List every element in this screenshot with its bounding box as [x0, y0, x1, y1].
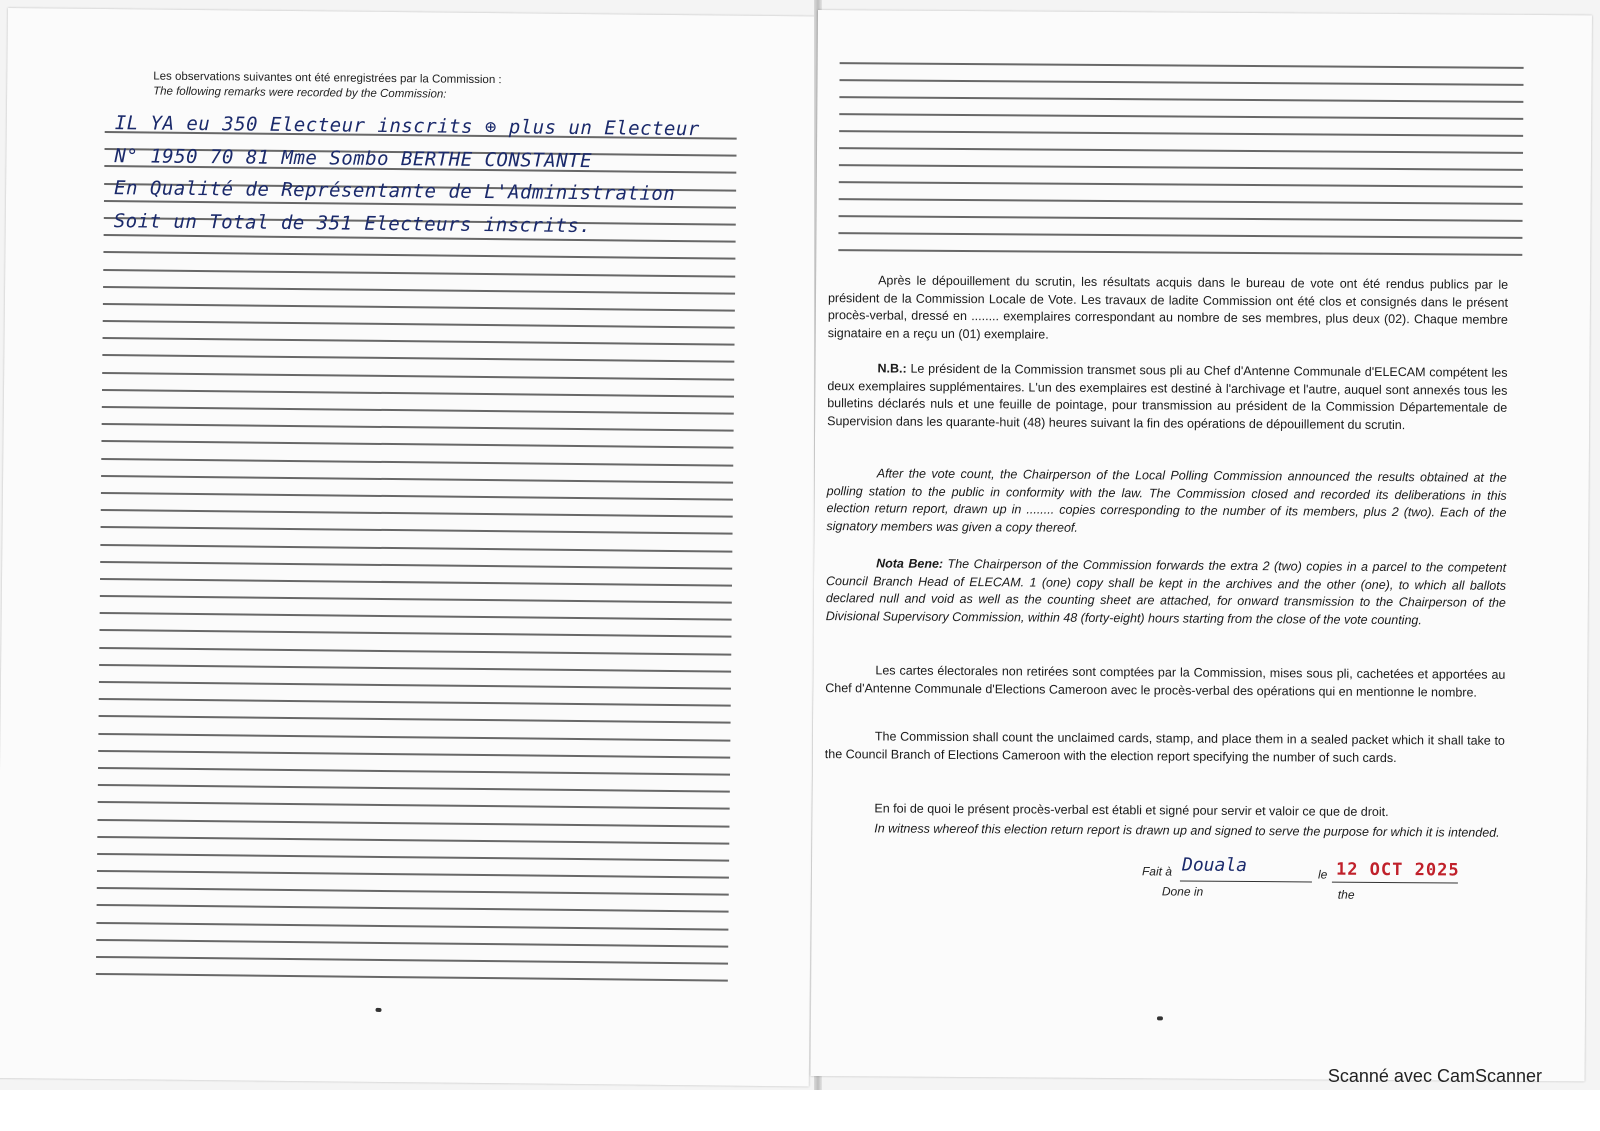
ruled-line [98, 784, 730, 793]
scan-speck [376, 1008, 382, 1012]
closing-paragraph-fr: Après le dépouillement du scrutin, les résultats acquis dans le bureau de vote ont été rendus publics par le président de la Commission Locale de Vote. Les travaux de ladite Commission ont été clos et consignés dans le présent procès-verbal, dressé en ........ exemplaires correspondant au nombre de ses membres, plus deux (02). Chaque membre signataire en a reçu un (01) exemplaire. [827, 273, 1509, 342]
ruled-line [101, 509, 733, 518]
ruled-line [96, 922, 728, 931]
ruled-line [98, 801, 730, 810]
le-label: le [1317, 867, 1328, 882]
camscanner-watermark: Scanné avec CamScanner [1327, 1066, 1542, 1086]
ruled-line [97, 853, 729, 862]
ruled-line [99, 681, 731, 690]
fait-a-label: Fait à [1141, 864, 1173, 879]
ruled-line [100, 578, 732, 587]
ruled-line [99, 698, 731, 707]
done-in-label: Done in [1161, 884, 1204, 899]
nota-bene-text: The Chairperson of the Commission forwards the extra 2 (two) copies in a parcel to the competent Council Branch Head of ELECAM. 1 (one) copy shall be kept in the archives and the other (one), to which all ballots declared null and void as well as the counting sheet are attached, for onward transmission to the Chairperson of the Divisional Supervisory Commission, within 48 (forty-eight) hours starting from the close of the vote counting. [825, 556, 1507, 628]
handwritten-line: Soit un Total de 351 Electeurs inscrits. [113, 209, 592, 237]
ruled-line [838, 249, 1522, 256]
nota-bene-label: Nota Bene: [876, 556, 944, 571]
ruled-line [102, 389, 734, 398]
ruled-lines-right [838, 62, 1523, 271]
ruled-line [103, 320, 735, 329]
place-handwritten: Douala [1181, 854, 1248, 877]
ruled-line [839, 96, 1523, 103]
ruled-line [839, 130, 1523, 137]
ruled-line [100, 595, 732, 604]
ruled-line [100, 612, 732, 621]
ruled-line [102, 372, 734, 381]
ruled-line [98, 733, 730, 742]
remarks-heading [153, 70, 502, 104]
ruled-line [97, 870, 729, 879]
ruled-line [103, 303, 735, 312]
ruled-line [99, 629, 731, 638]
ruled-line [103, 337, 735, 346]
nota-bene-paragraph-en [826, 555, 1506, 630]
ruled-line [839, 181, 1523, 188]
closing-paragraph-en: After the vote count, the Chairperson of the Local Polling Commission announced the results obtained at the polling station to the public in conformity with the law. The Commission closed and recorded its deliberations in this election return report, drawn up in ........ copies corresponding to the number of its members, plus 2 (two). Each of the signatory members was given a copy thereof. [826, 466, 1507, 535]
remarks-heading-fr: Les observations suivantes ont été enregistrées par la Commission : [153, 70, 502, 87]
ruled-line [101, 475, 733, 484]
nb-text: Le président de la Commission transmet sous pli au Chef d'Antenne Communale d'ELECAM compétent les deux exemplaires supplémentaires. L'un des exemplaires est destiné à l'archivage et l'autre, auquel sont annexés tous les bulletins déclarés nuls et une feuille de pointage, pour transmission au président de la Commission Départementale de Supervision dans les quarante-huit (48) heures suivant la fin des opérations de dépouillement du scrutin. [827, 361, 1508, 432]
witness-paragraph-en: In witness whereof this election return report is drawn up and signed to serve the purpose for which it is intended. [874, 821, 1500, 840]
ruled-line [102, 354, 734, 363]
ruled-line [96, 956, 728, 965]
ruled-line [839, 215, 1523, 222]
nb-label: N.B.: [877, 361, 907, 376]
handwritten-line: IL YA eu 350 Electeur inscrits ⊕ plus un Electeur [114, 112, 700, 141]
handwritten-remarks [114, 107, 755, 244]
ruled-line [839, 164, 1523, 171]
handwritten-line: N° 1950 70 81 Mme Sombo BERTHE CONSTANTE [114, 144, 593, 172]
date-stamp: 12 OCT 2025 [1335, 859, 1460, 881]
ruled-line [103, 286, 735, 295]
left-page [0, 8, 820, 1086]
handwritten-line: En Qualité de Représentante de L'Administration [114, 177, 676, 205]
ruled-line [103, 269, 735, 278]
ruled-line [838, 232, 1522, 239]
ruled-line [839, 147, 1523, 154]
ruled-line [103, 251, 735, 260]
witness-paragraph-fr: En foi de quoi le présent procès-verbal est établi et signé pour servir et valoir ce que de droit. [874, 801, 1389, 820]
cards-paragraph-en: The Commission shall count the unclaimed cards, stamp, and place them in a sealed packet which it shall take to the Council Branch of Elections Cameroon with the election report specifying the number of such cards. [824, 729, 1505, 765]
ruled-line [102, 423, 734, 432]
date-underline [1332, 882, 1458, 884]
ruled-line [98, 750, 730, 759]
ruled-line [101, 458, 733, 467]
ruled-line [102, 406, 734, 415]
remarks-heading-en: The following remarks were recorded by the Commission: [153, 85, 447, 101]
ruled-line [99, 647, 731, 656]
ruled-line [98, 767, 730, 776]
ruled-line [100, 561, 732, 570]
ruled-line [99, 664, 731, 673]
right-page [811, 10, 1592, 1081]
ruled-line [99, 715, 731, 724]
scan-speck [1157, 1016, 1163, 1020]
ruled-line [97, 904, 729, 913]
cards-paragraph-fr: Les cartes électorales non retirées sont comptées par la Commission, mises sous pli, cachetées et apportées au Chef d'Antenne Communale d'Elections Cameroon avec le procès-verbal des opérations qui en mentionne le nombre. [825, 663, 1506, 700]
ruled-line [839, 113, 1523, 120]
ruled-line [840, 62, 1524, 69]
ruled-lines-left [96, 131, 737, 997]
ruled-line [96, 939, 728, 948]
ruled-line [96, 973, 728, 982]
ruled-line [97, 836, 729, 845]
ruled-line [97, 818, 729, 827]
ruled-line [101, 492, 733, 501]
ruled-line [100, 543, 732, 552]
nb-paragraph-fr [827, 360, 1507, 435]
place-underline [1180, 881, 1312, 883]
ruled-line [101, 440, 733, 449]
ruled-line [101, 526, 733, 535]
ruled-line [97, 887, 729, 896]
the-label: the [1337, 887, 1355, 902]
ruled-line [839, 198, 1523, 205]
ruled-line [840, 79, 1524, 86]
